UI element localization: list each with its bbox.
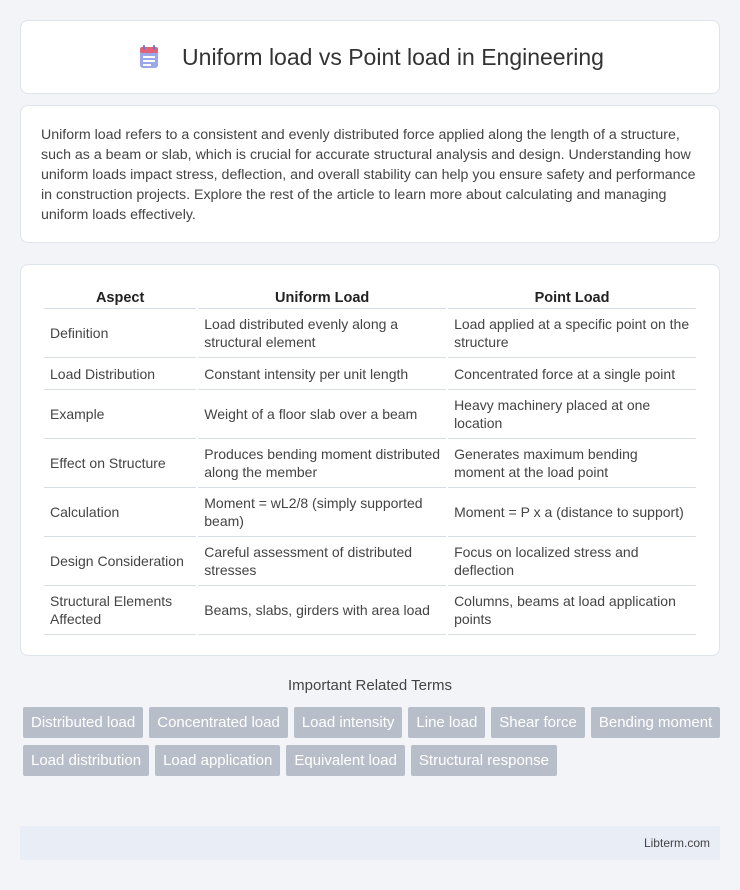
table-row bbox=[44, 488, 696, 537]
header-uniform-load: Uniform Load bbox=[198, 285, 446, 309]
point-load-cell: Heavy machinery placed at one location bbox=[448, 390, 696, 439]
table-row bbox=[44, 390, 696, 439]
related-term-tag[interactable]: Shear force bbox=[491, 707, 585, 738]
point-load-cell: Columns, beams at load application points bbox=[448, 586, 696, 635]
related-term-tag[interactable]: Structural response bbox=[411, 745, 557, 776]
table-row bbox=[44, 537, 696, 586]
uniform-load-cell: Weight of a floor slab over a beam bbox=[198, 390, 446, 439]
footer bbox=[20, 826, 720, 860]
related-terms-title: Important Related Terms bbox=[288, 677, 452, 694]
document-icon bbox=[136, 44, 162, 70]
related-term-tag[interactable]: Load application bbox=[155, 745, 280, 776]
intro-card bbox=[20, 105, 720, 243]
aspect-cell: Design Consideration bbox=[44, 537, 196, 586]
page-title: Uniform load vs Point load in Engineering bbox=[182, 43, 604, 70]
related-term-tag[interactable]: Line load bbox=[408, 707, 485, 738]
table-row bbox=[44, 358, 696, 390]
uniform-load-cell: Careful assessment of distributed stresses bbox=[198, 537, 446, 586]
header-aspect: Aspect bbox=[44, 285, 196, 309]
point-load-cell: Generates maximum bending moment at the load point bbox=[448, 439, 696, 488]
point-load-cell: Load applied at a specific point on the structure bbox=[448, 309, 696, 358]
aspect-cell: Calculation bbox=[44, 488, 196, 537]
related-term-tag[interactable]: Load intensity bbox=[294, 707, 403, 738]
related-term-tag[interactable]: Equivalent load bbox=[286, 745, 405, 776]
aspect-cell: Structural Elements Affected bbox=[44, 586, 196, 635]
uniform-load-cell: Moment = wL2/8 (simply supported beam) bbox=[198, 488, 446, 537]
header-card bbox=[20, 20, 720, 94]
aspect-cell: Definition bbox=[44, 309, 196, 358]
related-term-tag[interactable]: Bending moment bbox=[591, 707, 720, 738]
point-load-cell: Moment = P x a (distance to support) bbox=[448, 488, 696, 537]
comparison-card bbox=[20, 264, 720, 656]
point-load-cell: Concentrated force at a single point bbox=[448, 358, 696, 390]
uniform-load-cell: Constant intensity per unit length bbox=[198, 358, 446, 390]
table-row bbox=[44, 439, 696, 488]
header-point-load: Point Load bbox=[448, 285, 696, 309]
intro-paragraph: Uniform load refers to a consistent and evenly distributed force applied along the length of a structure, such as a beam or slab, which is crucial for accurate structural analysis and design. Understanding how uniform loads impact stress, deflection, and overall stability can help you ensure safety and performance in construction projects. Explore the rest of the article to learn more about calculating and managing uniform loads effectively. bbox=[41, 127, 696, 223]
table-header-row bbox=[44, 285, 696, 309]
aspect-cell: Load Distribution bbox=[44, 358, 196, 390]
aspect-cell: Example bbox=[44, 390, 196, 439]
table-row bbox=[44, 309, 696, 358]
footer-site-link[interactable]: Libterm.com bbox=[643, 836, 710, 850]
uniform-load-cell: Beams, slabs, girders with area load bbox=[198, 586, 446, 635]
related-terms-list bbox=[23, 707, 723, 776]
table-row bbox=[44, 586, 696, 635]
title-wrap bbox=[136, 44, 604, 71]
related-term-tag[interactable]: Load distribution bbox=[23, 745, 149, 776]
related-term-tag[interactable]: Distributed load bbox=[23, 707, 143, 738]
uniform-load-cell: Produces bending moment distributed along the member bbox=[198, 439, 446, 488]
point-load-cell: Focus on localized stress and deflection bbox=[448, 537, 696, 586]
comparison-table bbox=[42, 285, 698, 635]
aspect-cell: Effect on Structure bbox=[44, 439, 196, 488]
uniform-load-cell: Load distributed evenly along a structural element bbox=[198, 309, 446, 358]
related-term-tag[interactable]: Concentrated load bbox=[149, 707, 288, 738]
